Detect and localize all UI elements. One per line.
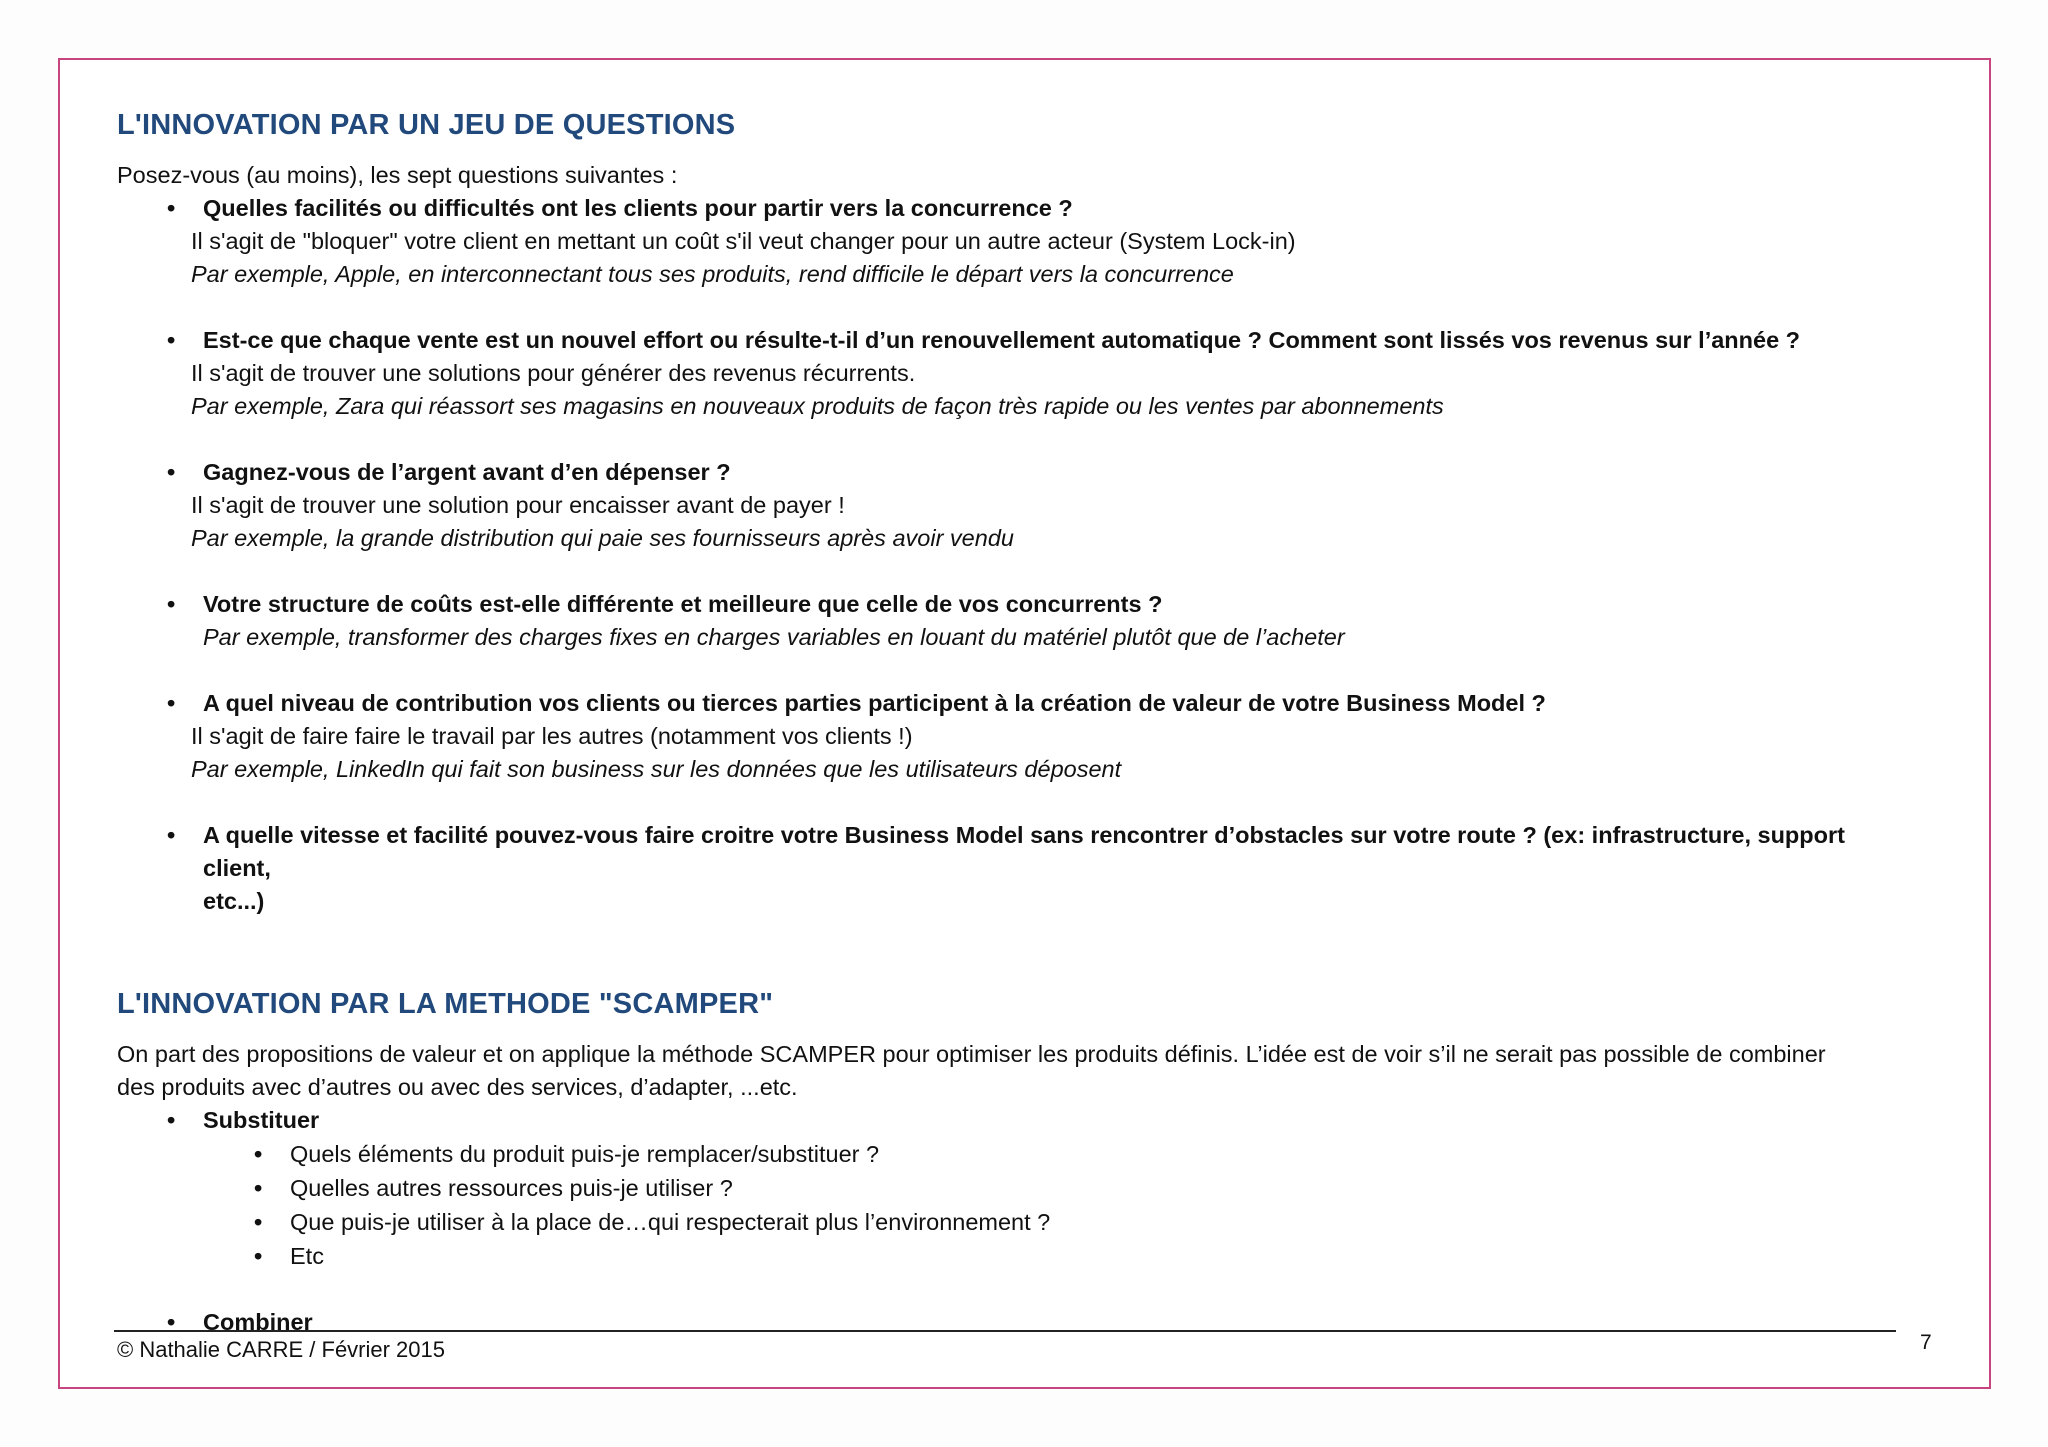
bullet-icon: • (167, 690, 176, 716)
scamper-intro-line1: On part des propositions de valeur et on applique la méthode SCAMPER pour optimiser les produits définis. L’idée est de voir s’il ne serait pas possible de combiner (117, 1041, 1826, 1067)
bullet-icon: • (167, 591, 176, 617)
scamper-intro-line2: des produits avec d’autres ou avec des services, d’adapter, ...etc. (117, 1074, 798, 1100)
list-item (117, 819, 1917, 918)
bullet-icon: • (167, 822, 176, 848)
bullet-icon: • (167, 459, 176, 485)
list-item (117, 1104, 1917, 1137)
question-description: Il s'agit de trouver une solutions pour générer des revenus récurrents. (191, 360, 916, 386)
list-item (117, 588, 1917, 654)
bullet-icon: • (167, 1309, 176, 1335)
sub-item-text: Que puis-je utiliser à la place de…qui respecterait plus l’environnement ? (290, 1209, 1051, 1235)
section-title-questions: L'INNOVATION PAR UN JEU DE QUESTIONS (117, 109, 736, 141)
sub-list-item (117, 1239, 1917, 1273)
question-text: Est-ce que chaque vente est un nouvel effort ou résulte-t-il d’un renouvellement automatique ? Comment sont lissés vos revenus sur l’année ? (203, 327, 1801, 353)
bullet-icon: • (254, 1243, 263, 1269)
bullet-icon: • (167, 1107, 176, 1133)
sub-list-item (117, 1137, 1917, 1171)
bullet-icon: • (254, 1209, 263, 1235)
question-description: Il s'agit de trouver une solution pour encaisser avant de payer ! (191, 492, 845, 518)
scamper-item-label: Substituer (203, 1107, 320, 1133)
list-item (117, 456, 1917, 555)
question-text-line1: A quelle vitesse et facilité pouvez-vous faire croitre votre Business Model sans rencontrer d’obstacles sur votre route ? (ex: infrastructure, support client, (203, 822, 1845, 881)
bullet-icon: • (254, 1175, 263, 1201)
question-example: Par exemple, transformer des charges fixes en charges variables en louant du matériel plutôt que de l’acheter (203, 624, 1345, 650)
list-item (117, 324, 1917, 423)
list-item (117, 687, 1917, 786)
footer-divider (114, 1330, 1896, 1332)
bullet-icon: • (167, 195, 176, 221)
question-description: Il s'agit de faire faire le travail par les autres (notamment vos clients !) (191, 723, 913, 749)
question-example: Par exemple, LinkedIn qui fait son business sur les données que les utilisateurs déposent (191, 756, 1122, 782)
sub-item-text: Quels éléments du produit puis-je remplacer/substituer ? (290, 1141, 880, 1167)
question-text: Votre structure de coûts est-elle différente et meilleure que celle de vos concurrents ? (203, 591, 1163, 617)
bullet-icon: • (167, 327, 176, 353)
list-item (117, 192, 1917, 291)
sub-list-item (117, 1205, 1917, 1239)
section-intro: Posez-vous (au moins), les sept questions suivantes : (117, 162, 678, 188)
question-example: Par exemple, Zara qui réassort ses magasins en nouveaux produits de façon très rapide ou les ventes par abonnements (191, 393, 1444, 419)
question-text: Quelles facilités ou difficultés ont les clients pour partir vers la concurrence ? (203, 195, 1073, 221)
sub-list-item (117, 1171, 1917, 1205)
question-description: Il s'agit de "bloquer" votre client en mettant un coût s'il veut changer pour un autre acteur (System Lock-in) (191, 228, 1296, 254)
sub-item-text: Quelles autres ressources puis-je utiliser ? (290, 1175, 733, 1201)
scamper-item-label: Combiner (203, 1309, 313, 1335)
question-text: Gagnez-vous de l’argent avant d’en dépenser ? (203, 459, 731, 485)
bullet-icon: • (254, 1141, 263, 1167)
page-content (117, 105, 1917, 1339)
question-example: Par exemple, la grande distribution qui paie ses fournisseurs après avoir vendu (191, 525, 1014, 551)
section-title-scamper: L'INNOVATION PAR LA METHODE "SCAMPER" (117, 988, 774, 1020)
footer-copyright: © Nathalie CARRE / Février 2015 (117, 1337, 446, 1362)
sub-item-text: Etc (290, 1243, 324, 1269)
question-example: Par exemple, Apple, en interconnectant tous ses produits, rend difficile le départ vers la concurrence (191, 261, 1234, 287)
question-text-line2: etc...) (203, 888, 265, 914)
question-text: A quel niveau de contribution vos clients ou tierces parties participent à la création de valeur de votre Business Model ? (203, 690, 1546, 716)
page-number: 7 (1920, 1331, 1932, 1354)
